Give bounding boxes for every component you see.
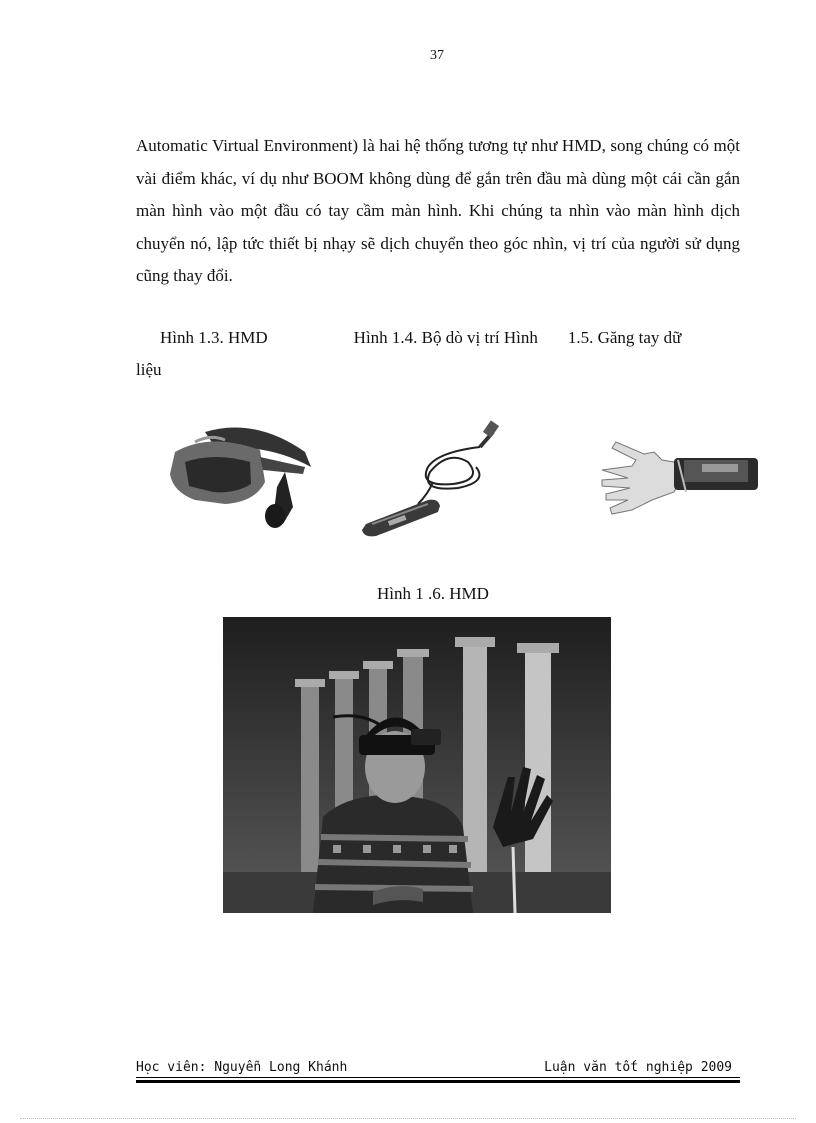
caption-figure-1-3: Hình 1.3. HMD: [160, 328, 268, 347]
page-footer: [136, 1060, 740, 1090]
caption-figure-1-6: Hình 1 .6. HMD: [377, 584, 489, 603]
page-bottom-border: [20, 1118, 796, 1119]
caption-figure-1-4: Hình 1.4. Bộ dò vị trí Hình: [353, 328, 538, 347]
figure-captions-row: [136, 322, 740, 386]
position-tracker-image: [358, 412, 508, 542]
caption-figure-1-5-continued: liệu: [136, 360, 162, 379]
data-glove-image: [592, 430, 758, 525]
footer-rule-thick: [136, 1080, 740, 1083]
hmd-user-photo: [223, 617, 611, 913]
body-paragraph: Automatic Virtual Environment) là hai hệ thống tương tự như HMD, song chúng có một vài điểm khác, ví dụ như BOOM không dùng để gắn trên đầu mà dùng một cái cần gắn màn hình vào một đầu có tay cầm màn hình. Khi chúng ta nhìn vào màn hình dịch chuyển nó, lập tức thiết bị nhạy sẽ dịch chuyển theo góc nhìn, vị trí của người sử dụng cũng thay đổi.: [136, 136, 740, 285]
hmd-headset-image: [165, 412, 315, 532]
caption-figure-1-5: 1.5. Găng tay dữ: [567, 328, 682, 347]
footer-rule-thin: [136, 1077, 740, 1078]
page-number: 37: [430, 48, 444, 63]
footer-thesis: Luận văn tốt nghiệp 2009: [544, 1060, 732, 1075]
footer-student: Học viên: Nguyễn Long Khánh: [136, 1060, 348, 1075]
